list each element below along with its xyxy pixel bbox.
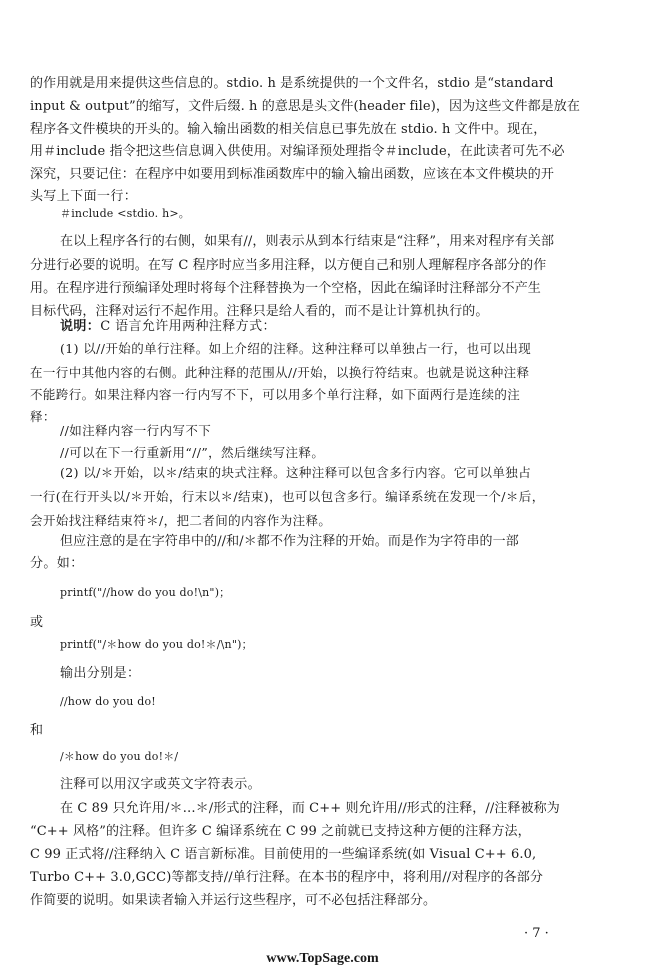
paragraph-line: Turbo C++ 3.0,GCC)等都支持//单行注释。在本书的程序中，将利用//对程序的各部分 <box>30 870 543 885</box>
page-number: · 7 · <box>524 926 549 941</box>
note-intro: C 语言允许用两种注释方式： <box>100 319 276 334</box>
paragraph-line: 头写上下面一行： <box>30 189 138 204</box>
output-label: 输出分别是： <box>60 666 141 681</box>
paragraph-line: 作简要的说明。如果读者输入并运行这些程序，可不必包括注释部分。 <box>30 893 437 908</box>
note-line: (2) 以/＊开始，以＊/结束的块式注释。这种注释可以包含多行内容。它可以单独占 <box>60 465 532 480</box>
and-label: 和 <box>30 723 44 738</box>
note-line: 释： <box>30 409 56 424</box>
paragraph-line: 分。如： <box>30 556 84 571</box>
paragraph-line: 程序各文件模块的开头的。输入输出函数的相关信息已事先放在 stdio. h 文件中。现在， <box>30 122 547 137</box>
output-example: /＊how do you do!＊/ <box>60 750 179 763</box>
include-directive: ＃include <stdio. h>。 <box>60 207 190 220</box>
note-label: 说明： <box>60 319 101 334</box>
output-example: //how do you do! <box>60 695 156 708</box>
note-line: 在一行中其他内容的右侧。此种注释的范围从//开始，以换行符结束。也就是说这种注释 <box>30 365 530 380</box>
paragraph-line: 用。在程序进行预编译处理时将每个注释替换为一个空格，因此在编译时注释部分不产生 <box>30 281 541 296</box>
note-line: 会开始找注释结束符＊/，把二者间的内容作为注释。 <box>30 513 332 528</box>
paragraph-line: 在以上程序各行的右侧，如果有//，则表示从到本行结束是“注释”，用来对程序有关部 <box>60 234 555 249</box>
paragraph-line: 的作用就是用来提供这些信息的。stdio. h 是系统提供的一个文件名，stdio 是“standard <box>30 76 554 91</box>
paragraph-line: C 99 正式将//注释纳入 C 语言新标准。目前使用的一些编译系统(如 Visual C++ 6.0, <box>30 847 537 862</box>
paragraph-line: 目标代码，注释对运行不起作用。注释只是给人看的，而不是让计算机执行的。 <box>30 304 489 319</box>
comment-example: //可以在下一行重新用“//”，然后继续写注释。 <box>60 445 325 460</box>
note-line: (1) 以//开始的单行注释。如上介绍的注释。这种注释可以单独占一行，也可以出现 <box>60 341 532 356</box>
paragraph-line: 注释可以用汉字或英文字符表示。 <box>60 777 262 792</box>
footer-watermark: www.TopSage.com <box>266 951 379 966</box>
code-example: printf("//how do you do!\n")； <box>60 586 231 599</box>
note-line: 一行(在行开头以/＊开始，行末以＊/结束)，也可以包含多行。编译系统在发现一个/＊后， <box>30 489 545 504</box>
note-line: 不能跨行。如果注释内容一行内写不下，可以用多个单行注释，如下面两行是连续的注 <box>30 387 521 402</box>
code-example: printf("/＊how do you do!＊/\n")； <box>60 638 253 651</box>
paragraph-line: 但应注意的是在字符串中的//和/＊都不作为注释的开始。而是作为字符串的一部 <box>60 534 519 549</box>
paragraph-line: 用＃include 指令把这些信息调入供使用。对编译预处理指令＃include，在此读者可先不必 <box>30 144 565 159</box>
or-label: 或 <box>30 615 44 630</box>
comment-example: //如注释内容一行内写不下 <box>60 423 212 438</box>
paragraph-line: “C++ 风格”的注释。但许多 C 编译系统在 C 99 之前就已支持这种方便的注释方法， <box>30 824 531 839</box>
paragraph-line: input & output”的缩写，文件后缀. h 的意思是头文件(header file)，因为这些文件都是放在 <box>30 99 580 114</box>
paragraph-line: 深究，只要记住：在程序中如要用到标准函数库中的输入输出函数，应该在本文件模块的开 <box>30 167 555 182</box>
paragraph-line: 分进行必要的说明。在写 C 程序时应当多用注释，以方便自己和别人理解程序各部分的作 <box>30 258 547 273</box>
paragraph-line: 在 C 89 只允许用/＊…＊/形式的注释，而 C++ 则允许用//形式的注释，//注释被称为 <box>60 801 560 816</box>
